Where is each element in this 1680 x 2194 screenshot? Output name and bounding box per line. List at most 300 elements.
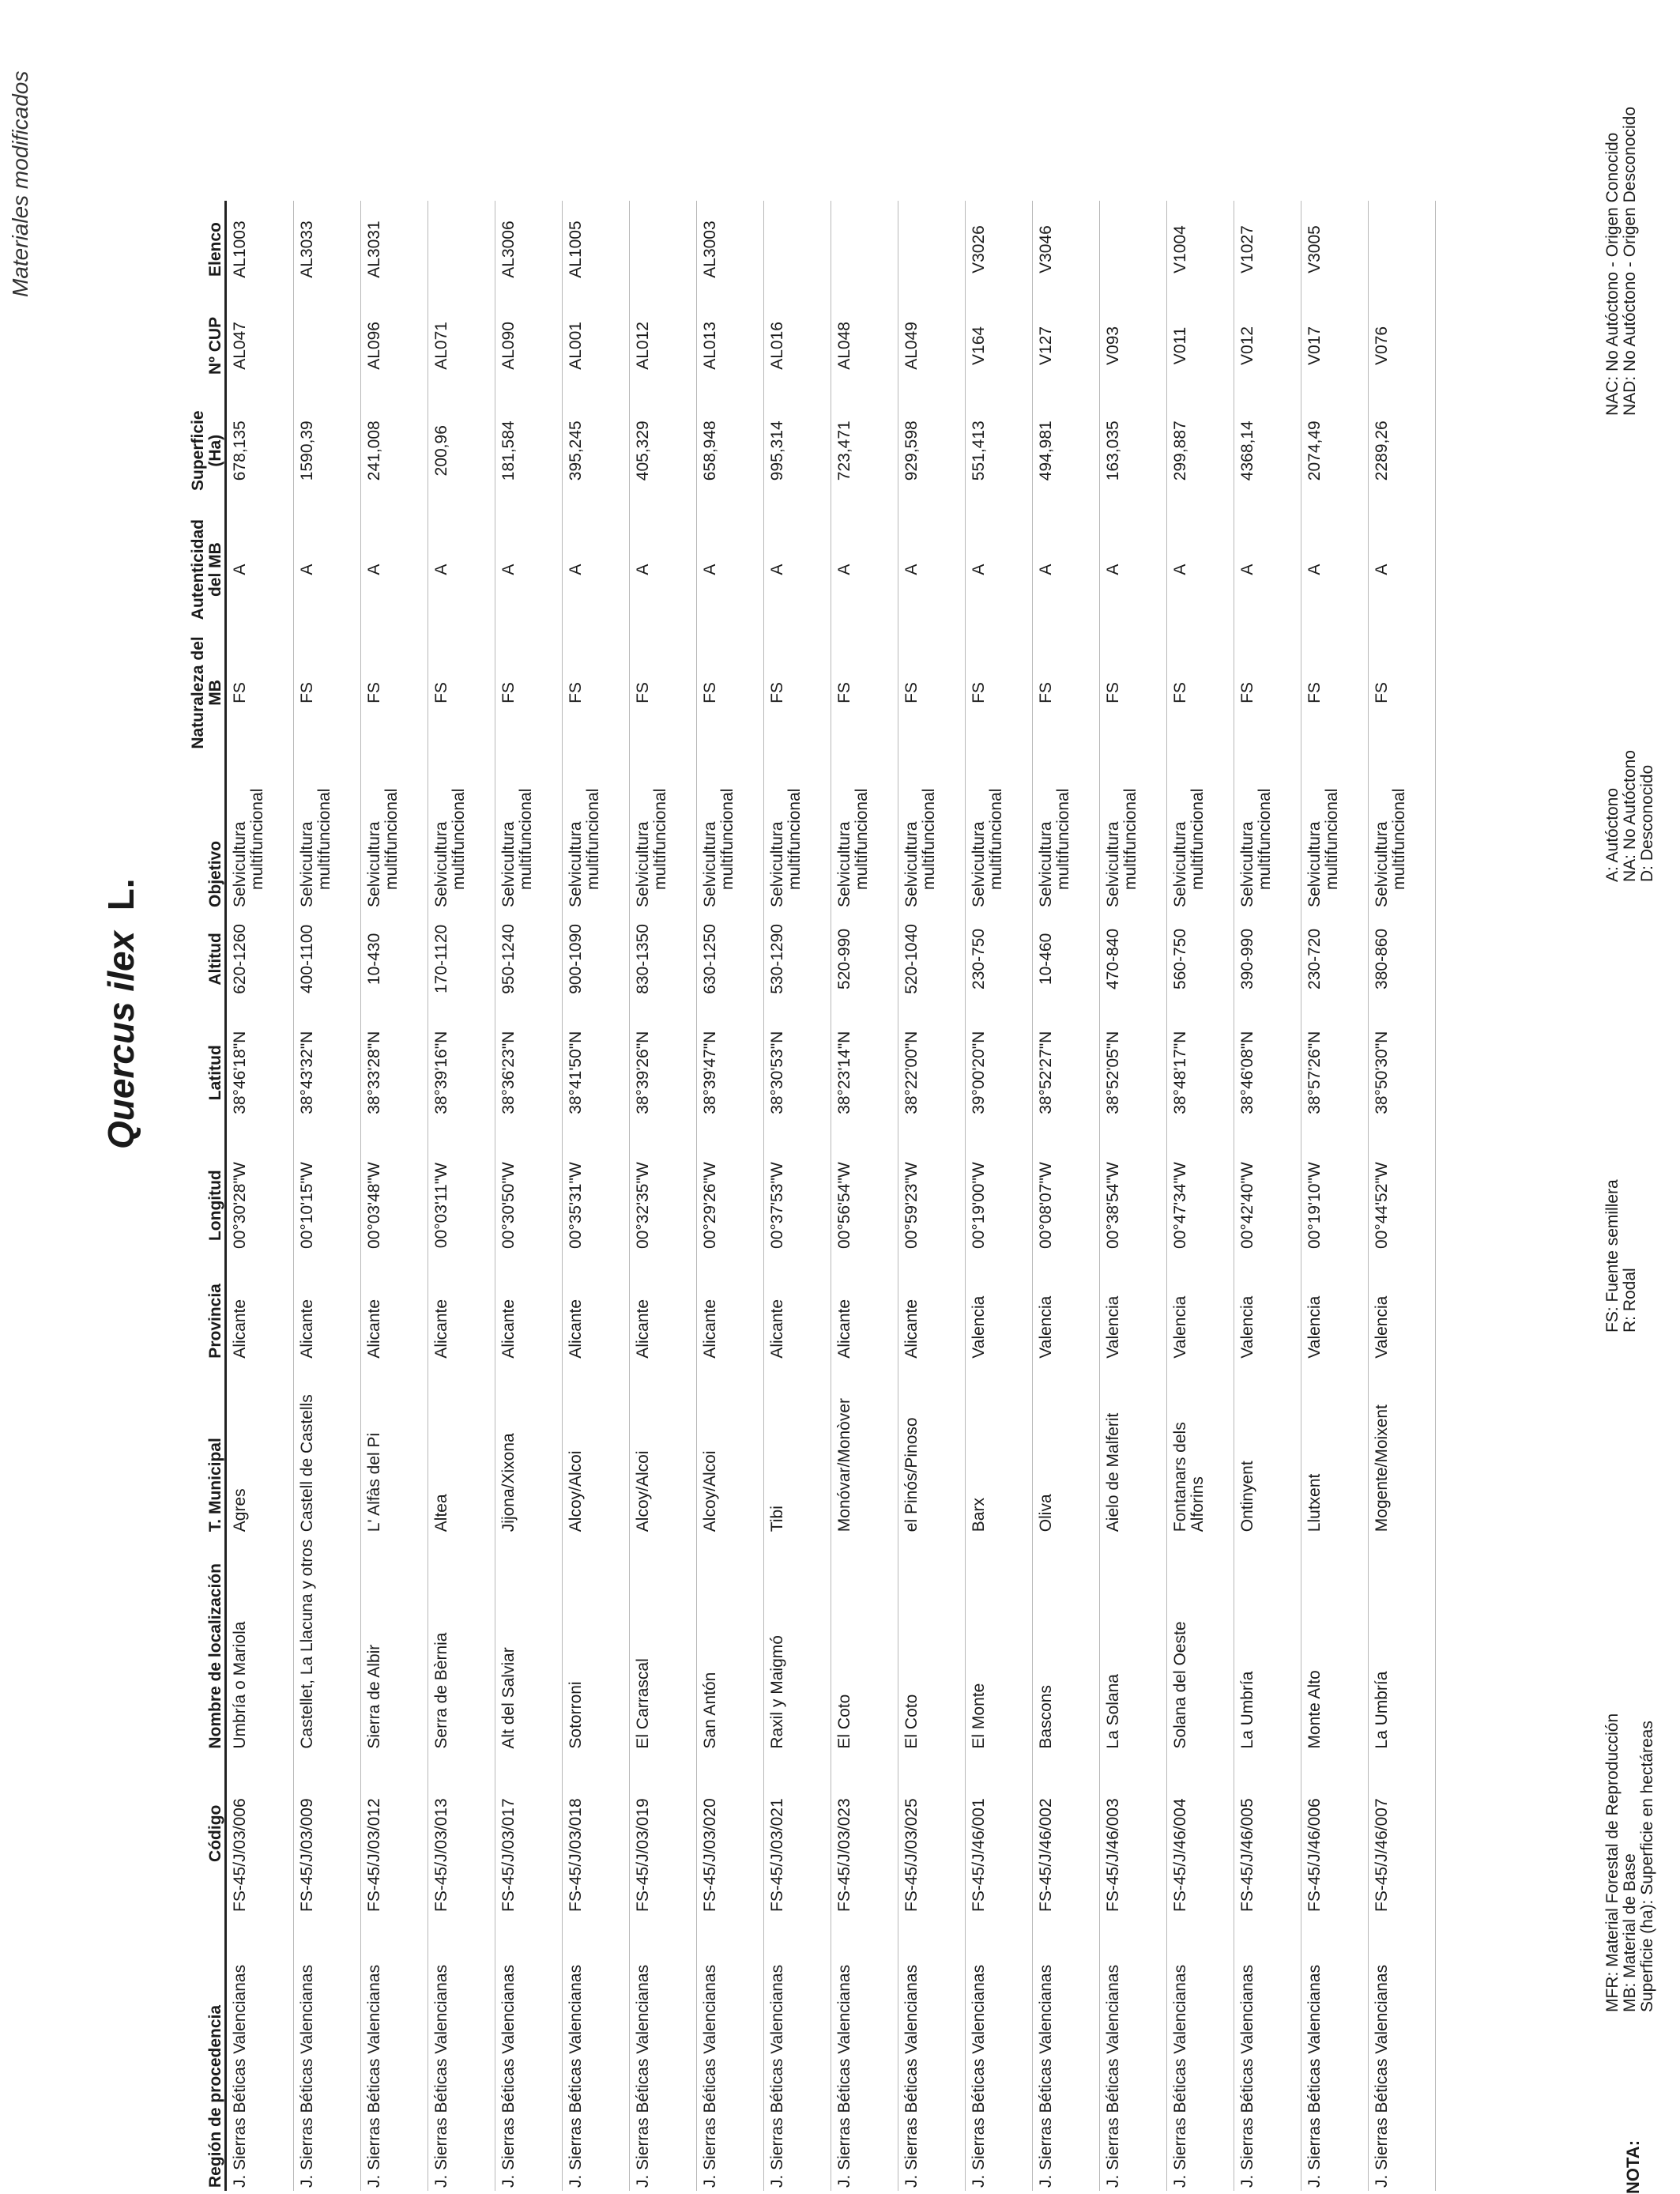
cell-cup: AL048 — [831, 298, 898, 394]
objetivo-line-1: Selvicultura — [365, 821, 383, 907]
cell-cup: V093 — [1100, 298, 1167, 394]
cell-elenco — [1369, 201, 1436, 298]
cell-longitud: 00°44'52"W — [1369, 1138, 1436, 1273]
cell-cup: V017 — [1301, 298, 1369, 394]
cell-provincia: Valencia — [1167, 1273, 1234, 1362]
cell-autenticidad: A — [294, 508, 361, 631]
cell-nombre: Raxil y Maigmó — [764, 1535, 831, 1751]
cell-objetivo — [898, 754, 966, 910]
cell-elenco — [630, 201, 697, 298]
cell-region: J. Sierras Béticas Valencianas — [1369, 1915, 1436, 2191]
cell-superficie: 200,96 — [428, 394, 495, 508]
cell-nombre: La Umbría — [1234, 1535, 1301, 1751]
cell-longitud: 00°30'28"W — [226, 1138, 294, 1273]
table-row — [1234, 201, 1301, 2191]
table-row — [1100, 201, 1167, 2191]
objetivo-line-2: multifuncional — [987, 788, 1005, 890]
objetivo-line-1: Selvicultura — [432, 821, 450, 907]
table-body — [226, 201, 1436, 2191]
cell-objetivo — [764, 754, 831, 910]
cell-latitud: 38°46'18"N — [226, 1008, 294, 1138]
cell-autenticidad: A — [831, 508, 898, 631]
cell-autenticidad: A — [361, 508, 428, 631]
cell-municipio: Barx — [966, 1362, 1033, 1536]
cell-cup: AL047 — [226, 298, 294, 394]
objetivo-line-1: Selvicultura — [231, 821, 249, 907]
cell-codigo: FS-45/J/03/025 — [898, 1752, 966, 1915]
species-table — [179, 201, 1436, 2191]
cell-nombre: La Umbría — [1369, 1535, 1436, 1751]
cell-longitud: 00°32'35"W — [630, 1138, 697, 1273]
col-latitud: Latitud — [179, 1008, 226, 1138]
cell-altitud: 620-1260 — [226, 910, 294, 1008]
cell-municipio: Fontanars dels Alforins — [1167, 1362, 1234, 1536]
cell-naturaleza: FS — [428, 631, 495, 755]
table-row — [226, 201, 294, 2191]
cell-provincia: Alicante — [764, 1273, 831, 1362]
col-autenticidad: Autenticidad del MB — [179, 508, 226, 631]
objetivo-line-2: multifuncional — [248, 788, 266, 890]
cell-cup: AL013 — [697, 298, 764, 394]
cell-altitud: 230-750 — [966, 910, 1033, 1008]
cell-naturaleza: FS — [226, 631, 294, 755]
cell-altitud: 900-1090 — [563, 910, 630, 1008]
col-cup: Nº CUP — [179, 298, 226, 394]
cell-longitud: 00°35'31"W — [563, 1138, 630, 1273]
cell-elenco — [764, 201, 831, 298]
cell-autenticidad: A — [226, 508, 294, 631]
objetivo-line-2: multifuncional — [785, 788, 804, 890]
cell-autenticidad: A — [563, 508, 630, 631]
cell-elenco: V3046 — [1033, 201, 1100, 298]
cell-autenticidad: A — [1167, 508, 1234, 631]
table-row — [1301, 201, 1369, 2191]
cell-altitud: 520-1040 — [898, 910, 966, 1008]
cell-objetivo — [831, 754, 898, 910]
cell-region: J. Sierras Béticas Valencianas — [294, 1915, 361, 2191]
cell-nombre: Sotorroni — [563, 1535, 630, 1751]
cell-altitud: 170-1120 — [428, 910, 495, 1008]
cell-codigo: FS-45/J/03/017 — [495, 1752, 563, 1915]
cell-region: J. Sierras Béticas Valencianas — [764, 1915, 831, 2191]
objetivo-line-2: multifuncional — [1256, 788, 1274, 890]
objetivo-line-1: Selvicultura — [1238, 821, 1256, 907]
objetivo-line-1: Selvicultura — [970, 821, 988, 907]
cell-provincia: Alicante — [563, 1273, 630, 1362]
cell-naturaleza: FS — [294, 631, 361, 755]
cell-naturaleza: FS — [361, 631, 428, 755]
cell-naturaleza: FS — [697, 631, 764, 755]
cell-objetivo — [428, 754, 495, 910]
cell-nombre: El Monte — [966, 1535, 1033, 1751]
cell-region: J. Sierras Béticas Valencianas — [966, 1915, 1033, 2191]
note-line: MB: Material de Base — [1621, 1853, 1639, 2012]
cell-autenticidad: A — [1033, 508, 1100, 631]
objetivo-line-2: multifuncional — [1121, 788, 1139, 890]
objetivo-line-2: multifuncional — [1188, 788, 1207, 890]
objetivo-line-2: multifuncional — [1323, 788, 1341, 890]
cell-longitud: 00°08'07"W — [1033, 1138, 1100, 1273]
cell-altitud: 10-430 — [361, 910, 428, 1008]
cell-latitud: 38°50'30"N — [1369, 1008, 1436, 1138]
table-row — [294, 201, 361, 2191]
cell-superficie: 2074,49 — [1301, 394, 1369, 508]
cell-region: J. Sierras Béticas Valencianas — [428, 1915, 495, 2191]
objetivo-line-2: multifuncional — [584, 788, 602, 890]
cell-codigo: FS-45/J/03/013 — [428, 1752, 495, 1915]
cell-superficie: 658,948 — [697, 394, 764, 508]
objetivo-line-2: multifuncional — [1054, 788, 1072, 890]
cell-naturaleza: FS — [898, 631, 966, 755]
cell-naturaleza: FS — [495, 631, 563, 755]
col-longitud: Longitud — [179, 1138, 226, 1273]
cell-naturaleza: FS — [1369, 631, 1436, 755]
cell-cup: AL071 — [428, 298, 495, 394]
cell-region: J. Sierras Béticas Valencianas — [495, 1915, 563, 2191]
cell-naturaleza: FS — [831, 631, 898, 755]
cell-latitud: 38°33'28"N — [361, 1008, 428, 1138]
cell-latitud: 38°41'50"N — [563, 1008, 630, 1138]
cell-autenticidad: A — [630, 508, 697, 631]
cell-cup: V012 — [1234, 298, 1301, 394]
cell-latitud: 38°23'14"N — [831, 1008, 898, 1138]
cell-superficie: 405,329 — [630, 394, 697, 508]
page-header: Materiales modificados — [8, 70, 32, 297]
objetivo-line-2: multifuncional — [718, 788, 736, 890]
cell-cup: AL001 — [563, 298, 630, 394]
cell-longitud: 00°42'40"W — [1234, 1138, 1301, 1273]
cell-superficie: 241,008 — [361, 394, 428, 508]
cell-naturaleza: FS — [1100, 631, 1167, 755]
cell-objetivo — [966, 754, 1033, 910]
cell-naturaleza: FS — [563, 631, 630, 755]
cell-municipio: L' Alfàs del Pi — [361, 1362, 428, 1536]
objetivo-line-1: Selvicultura — [1104, 821, 1122, 907]
objetivo-line-1: Selvicultura — [1171, 821, 1189, 907]
cell-objetivo — [1167, 754, 1234, 910]
table-row — [428, 201, 495, 2191]
cell-municipio: Alcoy/Alcoi — [630, 1362, 697, 1536]
objetivo-line-1: Selvicultura — [902, 821, 921, 907]
cell-objetivo — [1301, 754, 1369, 910]
table-row — [764, 201, 831, 2191]
cell-municipio: Llutxent — [1301, 1362, 1369, 1536]
cell-superficie: 4368,14 — [1234, 394, 1301, 508]
cell-cup: V164 — [966, 298, 1033, 394]
note-line: NAD: No Autóctono - Origen Desconocido — [1621, 106, 1639, 416]
cell-provincia: Valencia — [1301, 1273, 1369, 1362]
objetivo-line-2: multifuncional — [651, 788, 669, 890]
cell-codigo: FS-45/J/03/018 — [563, 1752, 630, 1915]
table-row — [966, 201, 1033, 2191]
cell-elenco: V1004 — [1167, 201, 1234, 298]
cell-altitud: 520-990 — [831, 910, 898, 1008]
cell-autenticidad: A — [495, 508, 563, 631]
col-municipio: T. Municipal — [179, 1362, 226, 1536]
cell-altitud: 560-750 — [1167, 910, 1234, 1008]
cell-codigo: FS-45/J/46/001 — [966, 1752, 1033, 1915]
cell-codigo: FS-45/J/03/020 — [697, 1752, 764, 1915]
objetivo-line-1: Selvicultura — [298, 821, 316, 907]
cell-region: J. Sierras Béticas Valencianas — [1167, 1915, 1234, 2191]
table-row — [630, 201, 697, 2191]
cell-elenco — [1100, 201, 1167, 298]
objetivo-line-1: Selvicultura — [1305, 821, 1324, 907]
cell-superficie: 163,035 — [1100, 394, 1167, 508]
cell-region: J. Sierras Béticas Valencianas — [1033, 1915, 1100, 2191]
cell-longitud: 00°03'11"W — [428, 1138, 495, 1273]
cell-superficie: 551,413 — [966, 394, 1033, 508]
cell-longitud: 00°03'48"W — [361, 1138, 428, 1273]
cell-superficie: 1590,39 — [294, 394, 361, 508]
cell-provincia: Alicante — [428, 1273, 495, 1362]
cell-cup — [294, 298, 361, 394]
note-line: NAC: No Autóctono - Origen Conocido — [1603, 132, 1622, 416]
cell-region: J. Sierras Béticas Valencianas — [563, 1915, 630, 2191]
cell-provincia: Alicante — [226, 1273, 294, 1362]
cell-provincia: Valencia — [1234, 1273, 1301, 1362]
cell-municipio: Ontinyent — [1234, 1362, 1301, 1536]
nota-label: NOTA: — [1623, 2139, 1643, 2194]
cell-provincia: Valencia — [966, 1273, 1033, 1362]
cell-provincia: Alicante — [630, 1273, 697, 1362]
cell-elenco — [898, 201, 966, 298]
table-row — [361, 201, 428, 2191]
col-objetivo: Objetivo — [179, 754, 226, 910]
table-row — [898, 201, 966, 2191]
cell-autenticidad: A — [764, 508, 831, 631]
objetivo-line-2: multifuncional — [853, 788, 871, 890]
col-nombre: Nombre de localización — [179, 1535, 226, 1751]
note-line: MFR: Material Forestal de Reproducción — [1603, 1713, 1622, 2012]
cell-altitud: 470-840 — [1100, 910, 1167, 1008]
cell-municipio: Alcoy/Alcoi — [563, 1362, 630, 1536]
objetivo-line-1: Selvicultura — [499, 821, 518, 907]
cell-superficie: 995,314 — [764, 394, 831, 508]
cell-nombre: El Coto — [831, 1535, 898, 1751]
cell-superficie: 929,598 — [898, 394, 966, 508]
col-elenco: Elenco — [179, 201, 226, 298]
cell-objetivo — [361, 754, 428, 910]
cell-autenticidad: A — [966, 508, 1033, 631]
cell-superficie: 181,584 — [495, 394, 563, 508]
col-superficie: Superficie (Ha) — [179, 394, 226, 508]
cell-objetivo — [563, 754, 630, 910]
cell-municipio: Agres — [226, 1362, 294, 1536]
cell-provincia: Alicante — [697, 1273, 764, 1362]
cell-latitud: 38°30'53"N — [764, 1008, 831, 1138]
cell-codigo: FS-45/J/03/019 — [630, 1752, 697, 1915]
cell-latitud: 38°48'17"N — [1167, 1008, 1234, 1138]
cell-provincia: Valencia — [1369, 1273, 1436, 1362]
cell-altitud: 950-1240 — [495, 910, 563, 1008]
note-line: NA: No Autóctono — [1621, 750, 1639, 882]
cell-objetivo — [294, 754, 361, 910]
cell-autenticidad: A — [1301, 508, 1369, 631]
cell-codigo: FS-45/J/46/003 — [1100, 1752, 1167, 1915]
cell-superficie: 395,245 — [563, 394, 630, 508]
cell-nombre: Solana del Oeste — [1167, 1535, 1234, 1751]
cell-cup: AL049 — [898, 298, 966, 394]
cell-autenticidad: A — [1369, 508, 1436, 631]
cell-elenco: AL1005 — [563, 201, 630, 298]
cell-region: J. Sierras Béticas Valencianas — [1100, 1915, 1167, 2191]
cell-codigo: FS-45/J/46/007 — [1369, 1752, 1436, 1915]
cell-longitud: 00°10'15"W — [294, 1138, 361, 1273]
cell-autenticidad: A — [898, 508, 966, 631]
cell-nombre: El Coto — [898, 1535, 966, 1751]
cell-elenco: V1027 — [1234, 201, 1301, 298]
table-row — [697, 201, 764, 2191]
cell-elenco: V3026 — [966, 201, 1033, 298]
cell-elenco: AL3031 — [361, 201, 428, 298]
cell-superficie: 2289,26 — [1369, 394, 1436, 508]
cell-elenco: AL1003 — [226, 201, 294, 298]
cell-codigo: FS-45/J/03/023 — [831, 1752, 898, 1915]
cell-superficie: 494,981 — [1033, 394, 1100, 508]
cell-region: J. Sierras Béticas Valencianas — [361, 1915, 428, 2191]
objetivo-line-2: multifuncional — [920, 788, 938, 890]
cell-region: J. Sierras Béticas Valencianas — [697, 1915, 764, 2191]
cell-objetivo — [1100, 754, 1167, 910]
objetivo-line-1: Selvicultura — [567, 821, 585, 907]
cell-codigo: FS-45/J/46/005 — [1234, 1752, 1301, 1915]
cell-objetivo — [1369, 754, 1436, 910]
cell-autenticidad: A — [697, 508, 764, 631]
cell-superficie: 299,887 — [1167, 394, 1234, 508]
cell-provincia: Valencia — [1033, 1273, 1100, 1362]
cell-region: J. Sierras Béticas Valencianas — [226, 1915, 294, 2191]
cell-nombre: San Antón — [697, 1535, 764, 1751]
cell-altitud: 830-1350 — [630, 910, 697, 1008]
table-row — [1167, 201, 1234, 2191]
cell-latitud: 38°39'26"N — [630, 1008, 697, 1138]
cell-municipio: Monóvar/Monòver — [831, 1362, 898, 1536]
cell-objetivo — [226, 754, 294, 910]
cell-longitud: 00°19'00"W — [966, 1138, 1033, 1273]
objetivo-line-1: Selvicultura — [835, 821, 853, 907]
cell-region: J. Sierras Béticas Valencianas — [898, 1915, 966, 2191]
cell-naturaleza: FS — [764, 631, 831, 755]
notes-col-1 — [1604, 1713, 1656, 2012]
cell-latitud: 38°57'26"N — [1301, 1008, 1369, 1138]
table-row — [1369, 201, 1436, 2191]
cell-municipio: Altea — [428, 1362, 495, 1536]
objetivo-line-2: multifuncional — [1390, 788, 1408, 890]
page-title — [100, 878, 142, 1149]
cell-elenco — [831, 201, 898, 298]
cell-autenticidad: A — [1100, 508, 1167, 631]
cell-region: J. Sierras Béticas Valencianas — [1301, 1915, 1369, 2191]
cell-longitud: 00°19'10"W — [1301, 1138, 1369, 1273]
note-line: Superficie (ha): Superficie en hectáreas — [1638, 1721, 1656, 2012]
cell-provincia: Alicante — [831, 1273, 898, 1362]
cell-codigo: FS-45/J/46/004 — [1167, 1752, 1234, 1915]
cell-municipio: Mogente/Moixent — [1369, 1362, 1436, 1536]
cell-codigo: FS-45/J/03/012 — [361, 1752, 428, 1915]
cell-altitud: 230-720 — [1301, 910, 1369, 1008]
notes-section — [1549, 0, 1667, 2194]
cell-municipio: el Pinós/Pinoso — [898, 1362, 966, 1536]
cell-provincia: Alicante — [898, 1273, 966, 1362]
cell-altitud: 390-990 — [1234, 910, 1301, 1008]
cell-provincia: Alicante — [495, 1273, 563, 1362]
cell-longitud: 00°59'23"W — [898, 1138, 966, 1273]
cell-codigo: FS-45/J/03/009 — [294, 1752, 361, 1915]
cell-longitud: 00°47'34"W — [1167, 1138, 1234, 1273]
cell-cup: V127 — [1033, 298, 1100, 394]
note-line: R: Rodal — [1621, 1268, 1639, 1333]
cell-latitud: 38°39'47"N — [697, 1008, 764, 1138]
cell-codigo: FS-45/J/46/002 — [1033, 1752, 1100, 1915]
cell-longitud: 00°29'26"W — [697, 1138, 764, 1273]
table-row — [563, 201, 630, 2191]
note-line: A: Autóctono — [1603, 787, 1622, 882]
cell-altitud: 10-460 — [1033, 910, 1100, 1008]
objetivo-line-2: multifuncional — [315, 788, 333, 890]
cell-altitud: 400-1100 — [294, 910, 361, 1008]
table-header-row — [179, 201, 226, 2191]
cell-municipio: Castell de Castells — [294, 1362, 361, 1536]
table-row — [1033, 201, 1100, 2191]
cell-autenticidad: A — [1234, 508, 1301, 631]
cell-latitud: 38°43'32"N — [294, 1008, 361, 1138]
cell-provincia: Alicante — [294, 1273, 361, 1362]
objetivo-line-2: multifuncional — [382, 788, 401, 890]
cell-cup: AL096 — [361, 298, 428, 394]
cell-cup: AL090 — [495, 298, 563, 394]
cell-superficie: 723,471 — [831, 394, 898, 508]
cell-elenco — [428, 201, 495, 298]
table-row — [495, 201, 563, 2191]
cell-region: J. Sierras Béticas Valencianas — [630, 1915, 697, 2191]
cell-latitud: 38°22'00"N — [898, 1008, 966, 1138]
cell-region: J. Sierras Béticas Valencianas — [1234, 1915, 1301, 2191]
cell-municipio: Tibi — [764, 1362, 831, 1536]
cell-naturaleza: FS — [1167, 631, 1234, 755]
cell-objetivo — [1234, 754, 1301, 910]
table-row — [831, 201, 898, 2191]
col-naturaleza: Naturaleza del MB — [179, 631, 226, 755]
cell-autenticidad: A — [428, 508, 495, 631]
cell-nombre: Umbría o Mariola — [226, 1535, 294, 1751]
cell-elenco: V3005 — [1301, 201, 1369, 298]
cell-municipio: Jijona/Xixona — [495, 1362, 563, 1536]
objetivo-line-1: Selvicultura — [1037, 821, 1055, 907]
cell-latitud: 38°39'16"N — [428, 1008, 495, 1138]
cell-codigo: FS-45/J/03/021 — [764, 1752, 831, 1915]
cell-nombre: Bascons — [1033, 1535, 1100, 1751]
cell-latitud: 38°52'27"N — [1033, 1008, 1100, 1138]
cell-longitud: 00°56'54"W — [831, 1138, 898, 1273]
species-author: L. — [100, 878, 141, 911]
cell-municipio: Aielo de Malferit — [1100, 1362, 1167, 1536]
cell-cup: AL012 — [630, 298, 697, 394]
col-provincia: Provincia — [179, 1273, 226, 1362]
cell-cup: V011 — [1167, 298, 1234, 394]
cell-naturaleza: FS — [1234, 631, 1301, 755]
cell-elenco: AL3006 — [495, 201, 563, 298]
cell-latitud: 38°36'23"N — [495, 1008, 563, 1138]
cell-elenco: AL3033 — [294, 201, 361, 298]
cell-objetivo — [495, 754, 563, 910]
cell-naturaleza: FS — [630, 631, 697, 755]
col-codigo: Código — [179, 1752, 226, 1915]
cell-naturaleza: FS — [1301, 631, 1369, 755]
cell-longitud: 00°38'54"W — [1100, 1138, 1167, 1273]
objetivo-line-1: Selvicultura — [1373, 821, 1391, 907]
species-name: Quercus ilex — [100, 930, 141, 1149]
